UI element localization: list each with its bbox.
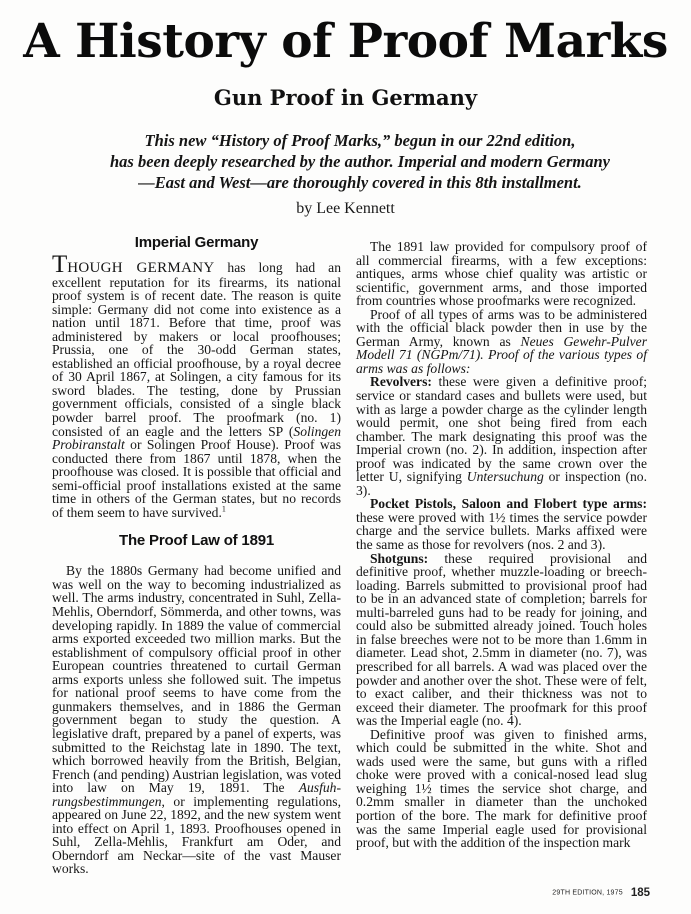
paragraph: By the 1880s Germany had become unified and was well on the way to becoming industrialized as well. The arms industry, concentrated in Suhl, Zella-Mehlis, Oberndorf, Sömmerda, and other towns, was developing rapidly. In 1889 the value of commercial arms exported exceeded two million marks. But the establishment of compulsory official proof in other European countries threatened to curtail German arms exports unless she followed suit. The impetus for national proof seems to have come from the gunmakers themselves, and in 1886 the German government began to study the question. A legislative draft, prepared by a panel of experts, was submitted to the Reichstag late in 1890. The text, which borrowed heavily from the British, Belgian, French (and pending) Austrian legislation, was voted into law on May 19, 1891. The Ausfuhrungsbestimmungen, or implementing regulations, appeared on June 22, 1892, and the new system went into effect on April 1, 1893. Proofhouses opened in Suhl, Zella-Mehlis, Frankfurt am Oder, and Oberndorf am Neckar—site of the vast Mauser works.: [52, 563, 341, 877]
small-caps-lead: HOUGH GERMANY: [67, 260, 215, 276]
intro-line: has been deeply researched by the author. Imperial and modern Germany: [109, 152, 611, 171]
right-column: [356, 240, 647, 850]
paragraph-pocket-pistols: Pocket Pistols, Saloon and Flobert type arms: these were proved with 1½ times the service powder charge and the service bullets. Marks affixed were the same as those for revolvers (nos. 2 and 3).: [356, 496, 647, 553]
left-column: [52, 234, 341, 876]
drop-cap: T: [52, 251, 68, 278]
footnote-ref[interactable]: 1: [221, 504, 226, 514]
page-number: 185: [630, 886, 650, 899]
paragraph: The 1891 law provided for compulsory proof of all commercial firearms, with a few exceptions: antiques, arms whose chief quality was artistic or scientific, government arms, and those imported from countries whose proofmarks were recognized.: [356, 239, 647, 309]
section-heading-imperial-germany: Imperial Germany: [134, 234, 259, 251]
paragraph: THOUGH GERMANY has long had an excellent reputation for its firearms, its national proof system is of recent date. The reason is quite simple: Germany did not come into existence as a nation until 1871. Before that time, proof was administered by makers or local proofhouses; Prussia, one of the 30-odd German states, established an official proofhouse, by a royal decree of 30 April 1867, at Solingen, a city famous for its sword blades. The testing, done by Prussian government officials, consisted of a single black powder barrel proof. The proofmark (no. 1) consisted of an eagle and the letters SP (Solingen Probiranstalt or Solingen Proof House). Proof was conducted there from 1867 until 1878, when the proofhouse was closed. It is possible that official and semi-official proof installations existed at the same time in others of the German states, but no records of them seem to have survived.$^1$: [52, 251, 341, 520]
intro-line: This new “History of Proof Marks,” begun in our 22nd edition,: [144, 131, 576, 150]
edition-label: 29TH EDITION, 1975: [552, 889, 623, 897]
article-title: A History of Proof Marks: [23, 14, 668, 69]
article-subtitle: Gun Proof in Germany: [213, 85, 478, 110]
article-intro: [80, 130, 640, 193]
section-heading-proof-law-1891: The Proof Law of 1891: [119, 532, 274, 550]
paragraph-shotguns: Shotguns: these required provisional and definitive proof, whether muzzle-loading or breechloading. Barrels submitted to provisional proof had to be in an advanced state of completion; barrels for multi-barreled guns had to be ready for joining, and could also be submitted already joined. Touch holes in false breeches were not to be more than 1.6mm in diameter. Lead shot, 2.5mm in diameter (no. 7), was prescribed for all barrels. A wad was placed over the powder and another over the shot. These were of felt, to exact caliber, and their thickness was not to exceed their diameter. The proofmark for this proof was the Imperial eagle (no. 4).: [356, 550, 647, 729]
byline: by Lee Kennett: [296, 200, 395, 217]
paragraph: Proof of all types of arms was to be administered with the official black powder then in use by the German Army, known as Neues Gewehr-Pulver Modell 71 (NGPm/71). Proof of the various types of arms was as follows:: [356, 306, 647, 376]
page-footer: [520, 884, 650, 902]
paragraph: Definitive proof was given to finished arms, which could be submitted in the white. Shot and wads used were the same, but guns with a rifled choke were proved with a conical-nosed lead slug weighing 1½ times the service shot charge, and 0.2mm smaller in diameter than the unchoked portion of the bore. The mark for definitive proof was the same Imperial eagle used for provisional proof, but with the addition of the inspection mark: [356, 726, 647, 851]
intro-line: —East and West—are thoroughly covered in this 8th installment.: [138, 173, 582, 192]
paragraph-revolvers: Revolvers: these were given a definitive proof; service or standard cases and bullets were used, but with as large a powder charge as the cylinder length would permit, one shot being fired from each chamber. The mark designating this proof was the Imperial crown (no. 2). In addition, inspection after proof was indicated by the same crown over the letter U, signifying Untersuchung or inspection (no. 3).: [356, 374, 647, 498]
